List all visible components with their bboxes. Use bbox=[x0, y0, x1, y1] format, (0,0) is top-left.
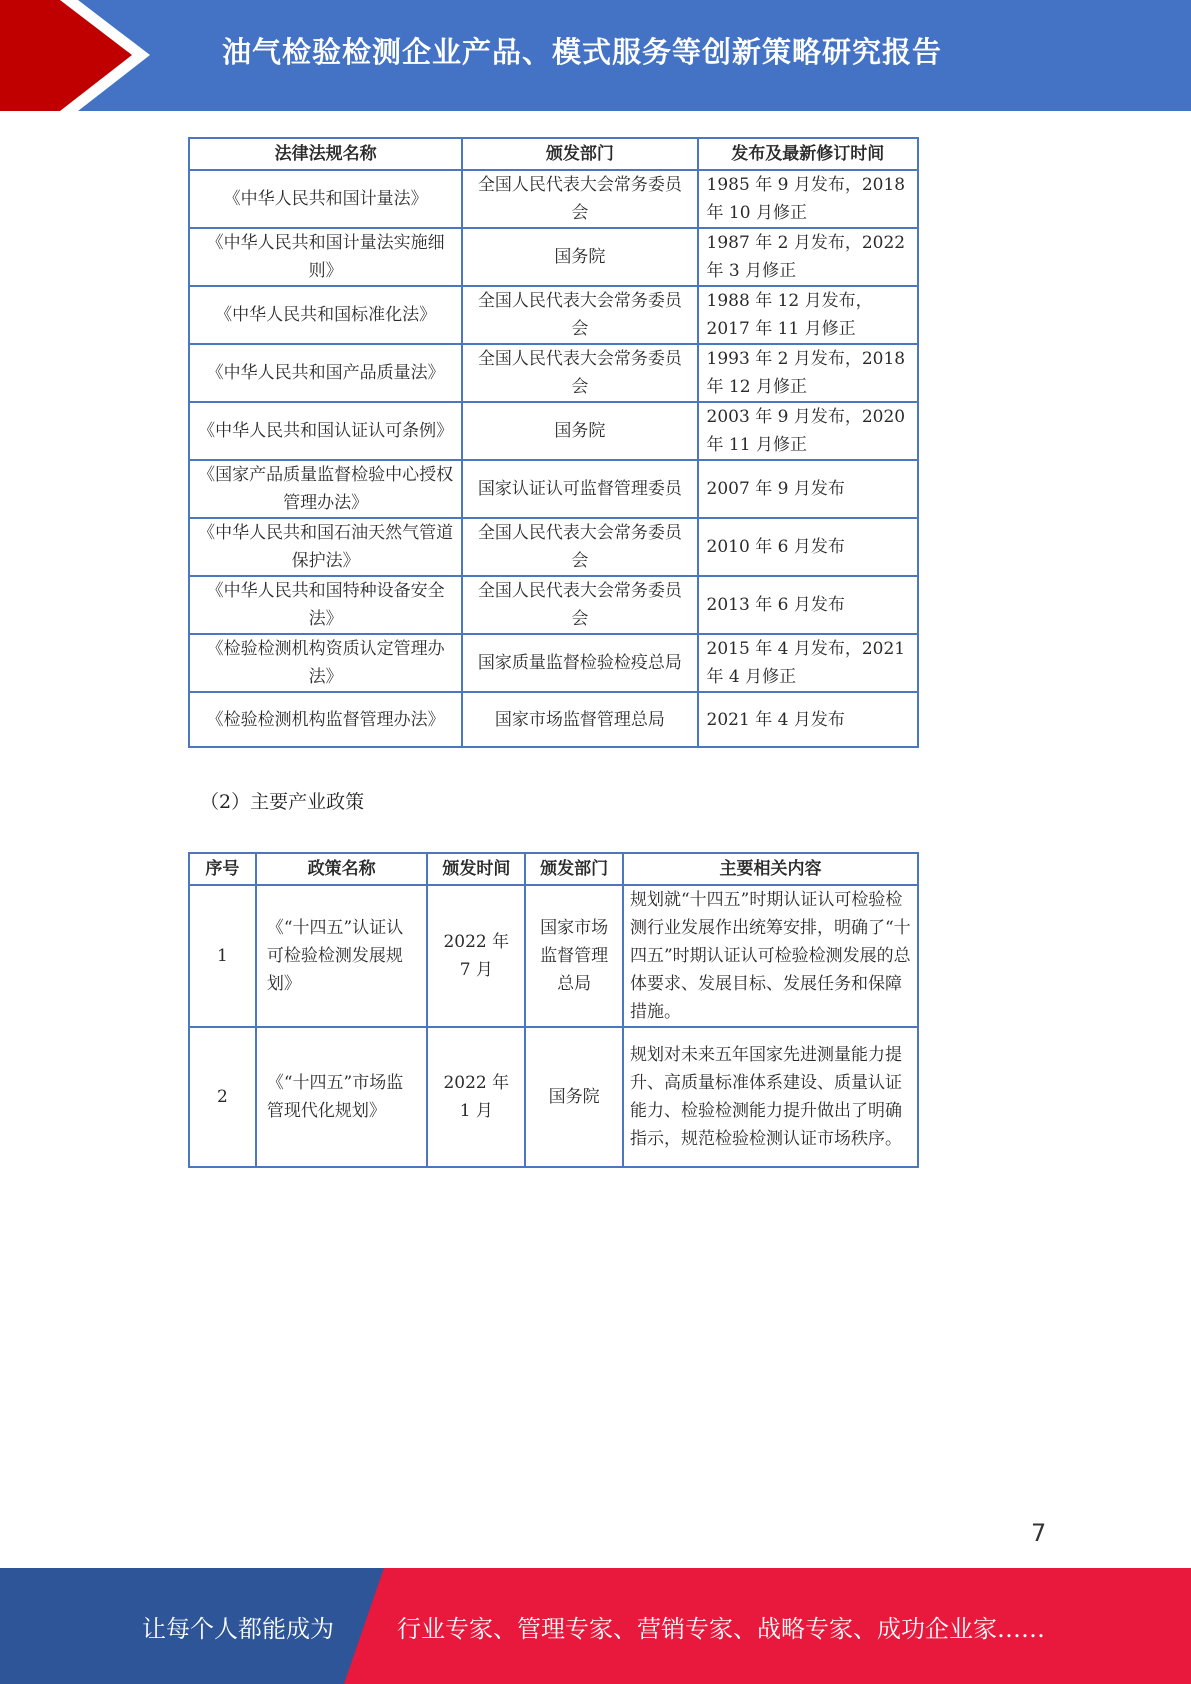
footer-slogan-left: 让每个人都能成为 bbox=[142, 1615, 334, 1643]
law-name: 《检验检测机构资质认定管理办法》 bbox=[189, 634, 462, 692]
law-dept: 国家市场监督管理总局 bbox=[462, 692, 697, 747]
law-time: 1988 年 12 月发布，2017 年 11 月修正 bbox=[698, 286, 918, 344]
header-content: 主要相关内容 bbox=[623, 853, 918, 885]
table-row bbox=[189, 286, 918, 344]
law-name: 《国家产品质量监督检验中心授权管理办法》 bbox=[189, 460, 462, 518]
header-arrow-decoration bbox=[0, 0, 160, 111]
header-dept: 颁发部门 bbox=[462, 138, 697, 170]
page-number: 7 bbox=[1031, 1519, 1047, 1547]
policy-no: 1 bbox=[189, 885, 256, 1027]
table-row bbox=[189, 228, 918, 286]
table-row bbox=[189, 634, 918, 692]
policy-time: 2022 年 1 月 bbox=[427, 1027, 525, 1167]
law-dept: 国家质量监督检验检疫总局 bbox=[462, 634, 697, 692]
law-time: 2010 年 6 月发布 bbox=[698, 518, 918, 576]
law-time: 2015 年 4 月发布，2021 年 4 月修正 bbox=[698, 634, 918, 692]
law-dept: 全国人民代表大会常务委员会 bbox=[462, 576, 697, 634]
law-dept: 国务院 bbox=[462, 228, 697, 286]
law-dept: 国家认证认可监督管理委员 bbox=[462, 460, 697, 518]
law-time: 2013 年 6 月发布 bbox=[698, 576, 918, 634]
header-issue-time: 颁发时间 bbox=[427, 853, 525, 885]
law-name: 《中华人民共和国产品质量法》 bbox=[189, 344, 462, 402]
page-header bbox=[0, 0, 1191, 111]
laws-table bbox=[188, 137, 919, 748]
law-name: 《中华人民共和国计量法实施细则》 bbox=[189, 228, 462, 286]
law-name: 《中华人民共和国石油天然气管道保护法》 bbox=[189, 518, 462, 576]
law-dept: 全国人民代表大会常务委员会 bbox=[462, 518, 697, 576]
law-time: 1987 年 2 月发布，2022 年 3 月修正 bbox=[698, 228, 918, 286]
law-name: 《检验检测机构监督管理办法》 bbox=[189, 692, 462, 747]
policy-dept: 国务院 bbox=[525, 1027, 623, 1167]
table-row bbox=[189, 170, 918, 228]
law-time: 1993 年 2 月发布，2018 年 12 月修正 bbox=[698, 344, 918, 402]
law-name: 《中华人民共和国标准化法》 bbox=[189, 286, 462, 344]
law-dept: 全国人民代表大会常务委员会 bbox=[462, 344, 697, 402]
table-row bbox=[189, 692, 918, 747]
policy-name: 《“十四五”认证认可检验检测发展规划》 bbox=[256, 885, 428, 1027]
header-issue-dept: 颁发部门 bbox=[525, 853, 623, 885]
policy-time: 2022 年 7 月 bbox=[427, 885, 525, 1027]
law-time: 2003 年 9 月发布，2020 年 11 月修正 bbox=[698, 402, 918, 460]
law-time: 2007 年 9 月发布 bbox=[698, 460, 918, 518]
policy-dept: 国家市场监督管理总局 bbox=[525, 885, 623, 1027]
report-title: 油气检验检测企业产品、模式服务等创新策略研究报告 bbox=[222, 35, 943, 69]
table-row bbox=[189, 344, 918, 402]
policies-table bbox=[188, 852, 919, 1168]
table-row bbox=[189, 518, 918, 576]
table-row bbox=[189, 576, 918, 634]
header-law-name: 法律法规名称 bbox=[189, 138, 462, 170]
law-name: 《中华人民共和国特种设备安全法》 bbox=[189, 576, 462, 634]
law-dept: 全国人民代表大会常务委员会 bbox=[462, 170, 697, 228]
header-no: 序号 bbox=[189, 853, 256, 885]
law-dept: 国务院 bbox=[462, 402, 697, 460]
policy-name: 《“十四五”市场监管现代化规划》 bbox=[256, 1027, 428, 1167]
policy-no: 2 bbox=[189, 1027, 256, 1167]
table-header-row bbox=[189, 138, 918, 170]
table-row bbox=[189, 460, 918, 518]
law-name: 《中华人民共和国认证认可条例》 bbox=[189, 402, 462, 460]
footer-slogan-right: 行业专家、管理专家、营销专家、战略专家、成功企业家…… bbox=[397, 1615, 1045, 1643]
policy-content: 规划就“十四五”时期认证认可检验检测行业发展作出统筹安排，明确了“十四五”时期认证认可检验检测发展的总体要求、发展目标、发展任务和保障措施。 bbox=[623, 885, 918, 1027]
law-dept: 全国人民代表大会常务委员会 bbox=[462, 286, 697, 344]
policy-content: 规划对未来五年国家先进测量能力提升、高质量标准体系建设、质量认证能力、检验检测能力提升做出了明确指示，规范检验检测认证市场秩序。 bbox=[623, 1027, 918, 1167]
table-row bbox=[189, 402, 918, 460]
table-row bbox=[189, 1027, 918, 1167]
table-row bbox=[189, 885, 918, 1027]
header-time: 发布及最新修订时间 bbox=[698, 138, 918, 170]
law-name: 《中华人民共和国计量法》 bbox=[189, 170, 462, 228]
table-header-row bbox=[189, 853, 918, 885]
law-time: 1985 年 9 月发布，2018 年 10 月修正 bbox=[698, 170, 918, 228]
header-policy-name: 政策名称 bbox=[256, 853, 428, 885]
page-footer bbox=[0, 1568, 1191, 1684]
section-subtitle: （2）主要产业政策 bbox=[200, 791, 365, 813]
law-time: 2021 年 4 月发布 bbox=[698, 692, 918, 747]
